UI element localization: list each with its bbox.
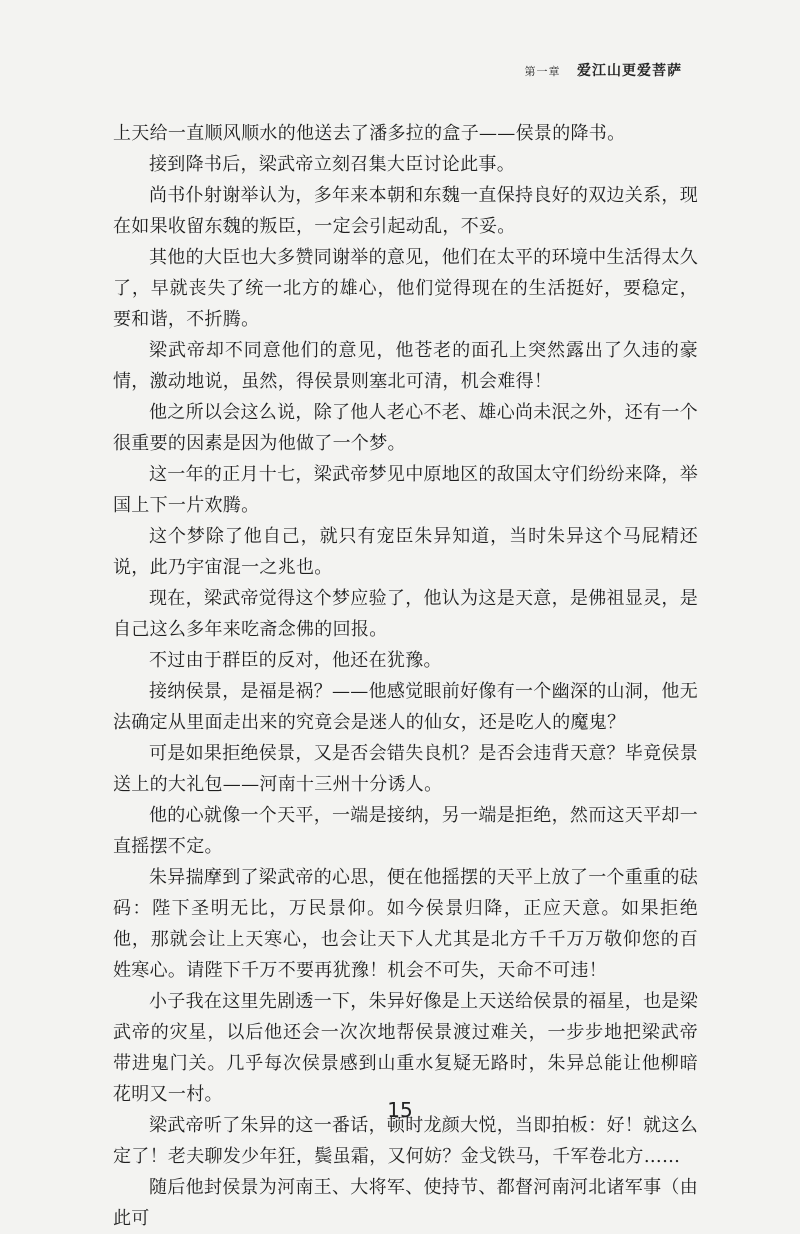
running-header [525,60,682,80]
paragraph: 他的心就像一个天平，一端是接纳，另一端是拒绝，然而这天平却一直摇摆不定。 [113,805,698,857]
paragraph: 随后他封侯景为河南王、大将军、使持节、都督河南河北诸军事（由此可 [113,1177,698,1229]
paragraph: 不过由于群臣的反对，他还在犹豫。 [149,650,442,671]
paragraph: 上天给一直顺风顺水的他送去了潘多拉的盒子——侯景的降书。 [113,123,626,144]
page-number: 15 [387,1098,413,1122]
body-text [113,118,698,1234]
paragraph: 这一年的正月十七，梁武帝梦见中原地区的敌国太守们纷纷来降，举国上下一片欢腾。 [113,464,698,516]
chapter-label: 第一章 [524,65,561,78]
paragraph: 小子我在这里先剧透一下，朱异好像是上天送给侯景的福星，也是梁武帝的灾星，以后他还会一次次地帮侯景渡过难关，一步步地把梁武帝带进鬼门关。几乎每次侯景感到山重水复疑无路时，朱异总能让他柳暗花明又一村。 [113,991,698,1105]
paragraph: 可是如果拒绝侯景，又是否会错失良机？是否会违背天意？毕竟侯景送上的大礼包——河南十三州十分诱人。 [113,743,698,795]
paragraph: 现在，梁武帝觉得这个梦应验了，他认为这是天意，是佛祖显灵，是自己这么多年来吃斋念佛的回报。 [113,588,698,640]
paragraph: 他之所以会这么说，除了他人老心不老、雄心尚未泯之外，还有一个很重要的因素是因为他做了一个梦。 [113,402,698,454]
paragraph: 这个梦除了他自己，就只有宠臣朱异知道，当时朱异这个马屁精还说，此乃宇宙混一之兆也。 [113,526,698,578]
paragraph: 尚书仆射谢举认为，多年来本朝和东魏一直保持良好的双边关系，现在如果收留东魏的叛臣，一定会引起动乱，不妥。 [113,185,698,237]
paragraph: 朱异揣摩到了梁武帝的心思，便在他摇摆的天平上放了一个重重的砝码：陛下圣明无比，万民景仰。如今侯景归降，正应天意。如果拒绝他，那就会让上天寒心，也会让天下人尤其是北方千千万万敬仰您的百姓寒心。请陛下千万不要再犹豫！机会不可失，天命不可违！ [113,867,698,981]
paragraph: 接纳侯景，是福是祸？——他感觉眼前好像有一个幽深的山洞，他无法确定从里面走出来的究竟会是迷人的仙女，还是吃人的魔鬼？ [113,681,698,733]
paragraph: 梁武帝听了朱异的这一番话，顿时龙颜大悦，当即拍板：好！就这么定了！老夫聊发少年狂，鬓虽霜，又何妨？金戈铁马，千军卷北方…… [113,1115,698,1167]
paragraph: 其他的大臣也大多赞同谢举的意见，他们在太平的环境中生活得太久了，早就丧失了统一北方的雄心，他们觉得现在的生活挺好，要稳定，要和谐，不折腾。 [113,247,698,330]
paragraph: 梁武帝却不同意他们的意见，他苍老的面孔上突然露出了久违的豪情，激动地说，虽然，得侯景则塞北可清，机会难得！ [113,340,698,392]
chapter-title: 爱江山更爱菩萨 [577,63,682,79]
paragraph: 接到降书后，梁武帝立刻召集大臣讨论此事。 [149,154,515,175]
